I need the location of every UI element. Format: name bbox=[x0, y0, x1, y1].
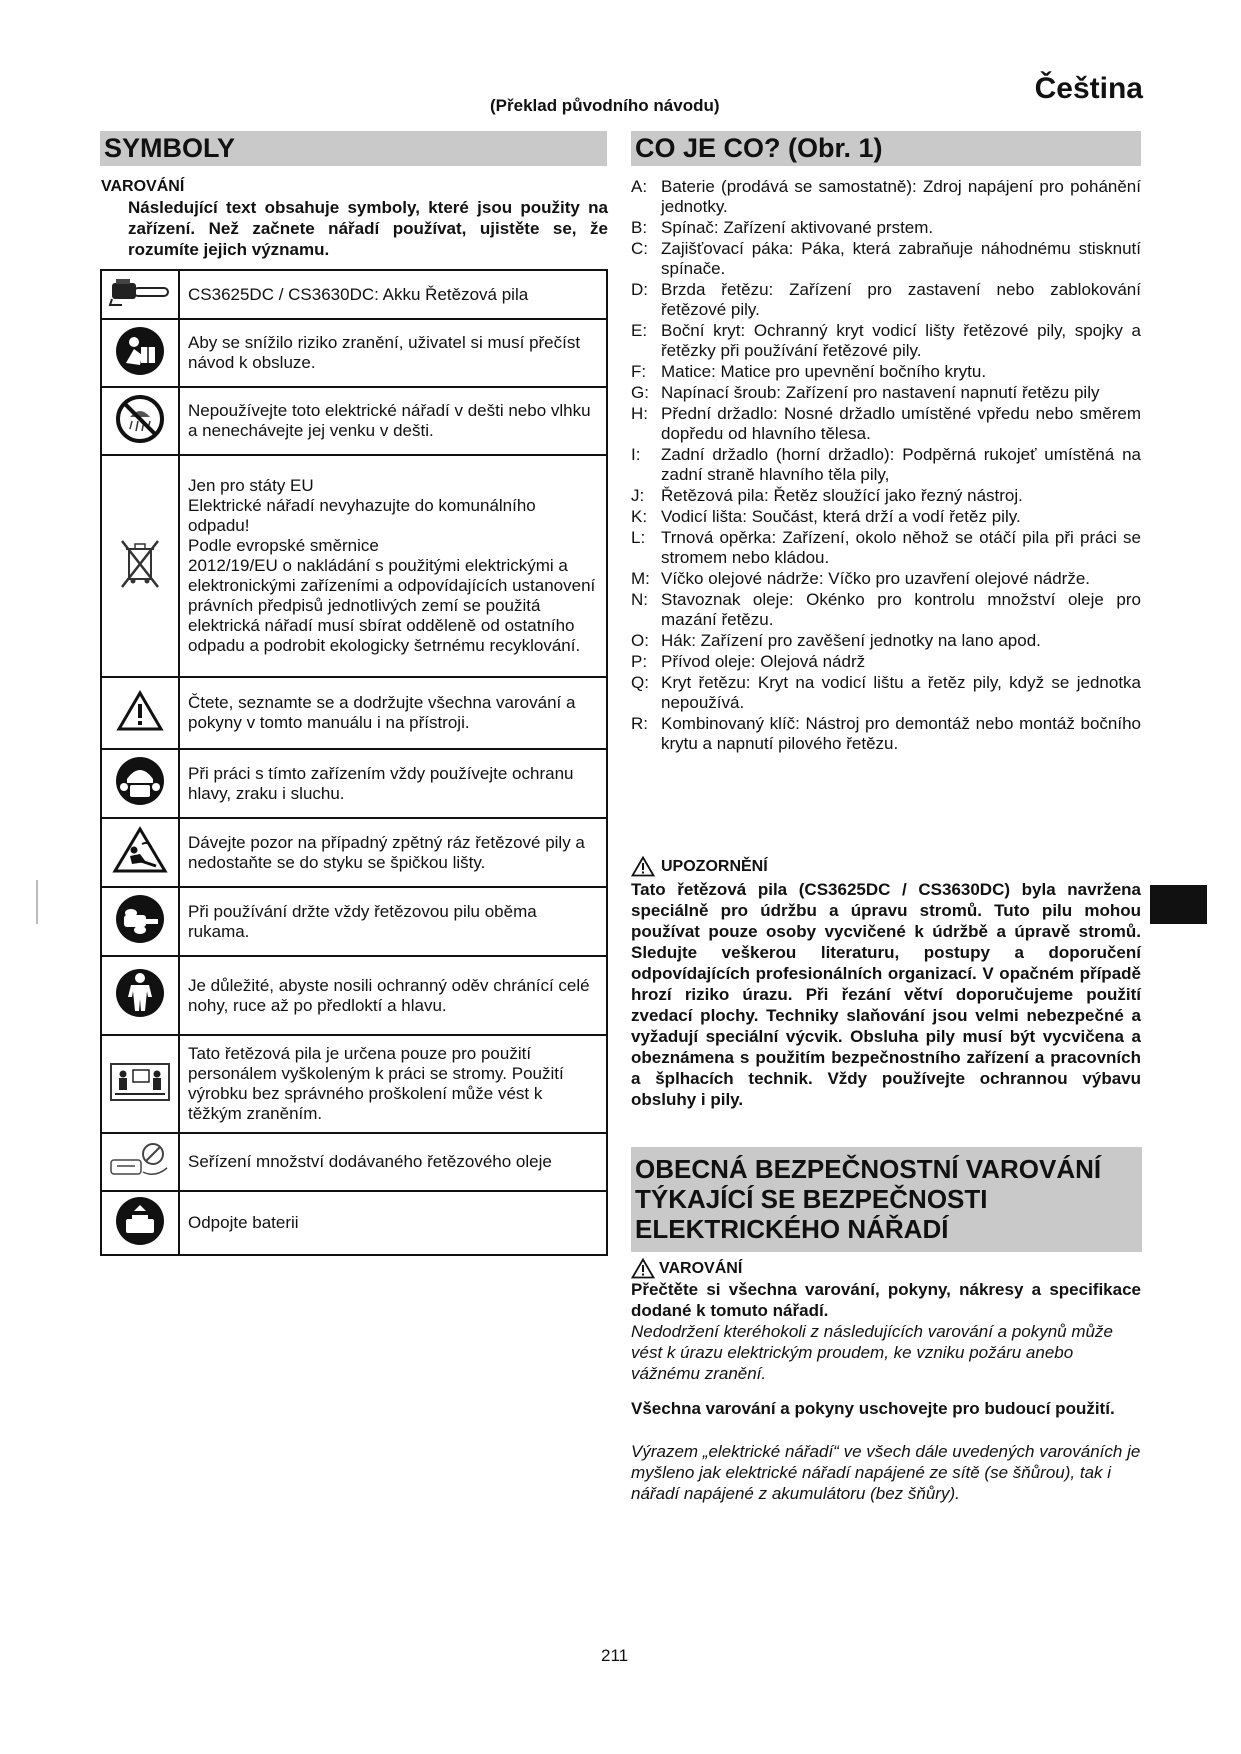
list-item bbox=[631, 218, 1141, 238]
symbol-text: Tato řetězová pila je určena pouze pro použití personálem vyškoleným k práci se stromy. Použití výrobku bez správného proškolení může vést k těžkým zraněním. bbox=[179, 1035, 607, 1133]
list-item bbox=[631, 239, 1141, 279]
list-item bbox=[631, 528, 1141, 568]
list-item bbox=[631, 445, 1141, 485]
item-text: Zadní držadlo (horní držadlo): Podpěrná rukojeť umístěná na zadní straně hlavního těla pily, bbox=[661, 445, 1141, 484]
symbol-text: CS3625DC / CS3630DC: Akku Řetězová pila bbox=[179, 270, 607, 319]
general-warning-title: VAROVÁNÍ bbox=[659, 1260, 743, 1277]
item-text: Trnová opěrka: Zařízení, okolo něhož se otáčí pila při práci se stromem nebo kládou. bbox=[661, 528, 1141, 567]
symbol-row bbox=[101, 1035, 607, 1133]
weee-bin-icon bbox=[101, 455, 179, 677]
list-item bbox=[631, 280, 1141, 320]
warning-title: VAROVÁNÍ bbox=[101, 178, 185, 195]
symbol-text: Jen pro státy EU Elektrické nářadí nevyhazujte do komunálního odpadu! Podle evropské směrnice 2012/19/EU o nakládání s použitými elektrickými a elektronickými zařízeními a odpovídajících ustanovení právních předpisů jednotlivých zemí se použitá elektrická nářadí musí sbírat odděleně od ostatního odpadu a podrobit ekologicky šetrnému recyklování. bbox=[179, 455, 607, 677]
margin-mark bbox=[36, 880, 38, 924]
item-key: H: bbox=[631, 404, 648, 423]
list-item bbox=[631, 507, 1141, 527]
remove-battery-icon bbox=[101, 1191, 179, 1255]
general-italic-2: Výrazem „elektrické nářadí“ ve všech dále uvedených varováních je myšleno jak elektrické nářadí napájené ze sítě (se šňůrou), tak i nářadí napájené z akumulátoru (bez šňůry). bbox=[631, 1442, 1141, 1503]
list-item bbox=[631, 631, 1141, 651]
item-text: Víčko olejové nádrže: Víčko pro uzavření olejové nádrže. bbox=[661, 569, 1091, 588]
item-text: Řetězová pila: Řetěz sloužící jako řezný nástroj. bbox=[661, 486, 1023, 505]
symbol-text: Při práci s tímto zařízením vždy používejte ochranu hlavy, zraku i sluchu. bbox=[179, 749, 607, 818]
item-key: D: bbox=[631, 280, 648, 299]
trained-personnel-icon bbox=[101, 1035, 179, 1133]
symbol-text: Dávejte pozor na případný zpětný ráz řetězové pily a nedostaňte se do styku se špičkou lišty. bbox=[179, 818, 607, 887]
symbol-row bbox=[101, 387, 607, 455]
item-text: Brzda řetězu: Zařízení pro zastavení nebo zablokování řetězové pily. bbox=[661, 280, 1141, 319]
warning-triangle-icon bbox=[631, 856, 655, 877]
chainsaw-icon bbox=[101, 270, 179, 319]
item-key: B: bbox=[631, 218, 648, 237]
symbols-table bbox=[100, 269, 608, 1256]
symbols-heading: SYMBOLY bbox=[100, 131, 607, 166]
list-item bbox=[631, 714, 1141, 754]
kickback-warning-icon bbox=[101, 818, 179, 887]
list-item bbox=[631, 590, 1141, 630]
symbol-row bbox=[101, 270, 607, 319]
general-bold-2: Všechna varování a pokyny uschovejte pro budoucí použití. bbox=[631, 1399, 1115, 1418]
symbol-text: Čtete, seznamte se a dodržujte všechna varování a pokyny v tomto manuálu i na přístroji. bbox=[179, 677, 607, 749]
section-thumb-tab bbox=[1150, 885, 1207, 924]
parts-heading: CO JE CO? (Obr. 1) bbox=[631, 131, 1141, 166]
item-key: P: bbox=[631, 652, 648, 671]
head-protection-icon bbox=[101, 749, 179, 818]
item-text: Baterie (prodává se samostatně): Zdroj napájení pro pohánění jednotky. bbox=[661, 177, 1141, 216]
item-key: K: bbox=[631, 507, 648, 526]
oil-adjust-icon bbox=[101, 1133, 179, 1191]
item-text: Spínač: Zařízení aktivované prstem. bbox=[661, 218, 934, 237]
warning-triangle-icon bbox=[101, 677, 179, 749]
item-key: E: bbox=[631, 321, 648, 340]
symbol-row bbox=[101, 319, 607, 387]
item-text: Hák: Zařízení pro zavěšení jednotky na lano apod. bbox=[661, 631, 1041, 650]
symbol-text: Aby se snížilo riziko zranění, uživatel si musí přečíst návod k obsluze. bbox=[179, 319, 607, 387]
symbol-text: Seřízení množství dodávaného řetězového oleje bbox=[179, 1133, 607, 1191]
general-safety-heading: OBECNÁ BEZPEČNOSTNÍ VAROVÁNÍ TÝKAJÍCÍ SE BEZPEČNOSTI ELEKTRICKÉHO NÁŘADÍ bbox=[631, 1147, 1142, 1252]
item-key: J: bbox=[631, 486, 645, 505]
item-text: Přívod oleje: Olejová nádrž bbox=[661, 652, 866, 671]
symbol-text: Nepoužívejte toto elektrické nářadí v dešti nebo vlhku a nenechávejte jej venku v dešti. bbox=[179, 387, 607, 455]
item-text: Vodicí lišta: Součást, která drží a vodí řetěz pily. bbox=[661, 507, 1021, 526]
list-item bbox=[631, 404, 1141, 444]
item-key: M: bbox=[631, 569, 650, 588]
two-hands-icon bbox=[101, 887, 179, 956]
symbol-row bbox=[101, 455, 607, 677]
item-text: Boční kryt: Ochranný kryt vodicí lišty řetězové pily, spojky a řetězky při používání řetězové pily. bbox=[661, 321, 1141, 360]
item-text: Kryt řetězu: Kryt na vodicí lištu a řetěz pily, když se jednotka nepoužívá. bbox=[661, 673, 1141, 712]
item-key: C: bbox=[631, 239, 648, 258]
document-subtitle: (Překlad původního návodu) bbox=[490, 96, 720, 115]
list-item bbox=[631, 652, 1141, 672]
symbol-text: Při používání držte vždy řetězovou pilu oběma rukama. bbox=[179, 887, 607, 956]
symbol-row bbox=[101, 1191, 607, 1255]
list-item bbox=[631, 383, 1141, 403]
parts-list bbox=[631, 177, 1141, 755]
protective-clothing-icon bbox=[101, 956, 179, 1035]
symbol-row bbox=[101, 887, 607, 956]
item-text: Zajišťovací páka: Páka, která zabraňuje náhodnému stisknutí spínače. bbox=[661, 239, 1141, 278]
general-italic-1: Nedodržení kteréhokoli z následujících varování a pokynů může vést k úrazu elektrickým proudem, ke vzniku požáru anebo vážnému zranění. bbox=[631, 1322, 1113, 1383]
list-item bbox=[631, 569, 1141, 589]
list-item bbox=[631, 486, 1141, 506]
list-item bbox=[631, 362, 1141, 382]
symbol-text: Je důležité, abyste nosili ochranný oděv chránící celé nohy, ruce až po předloktí a hlavu. bbox=[179, 956, 607, 1035]
read-manual-icon bbox=[101, 319, 179, 387]
caution-box bbox=[631, 856, 1141, 1110]
item-key: R: bbox=[631, 714, 648, 733]
item-text: Napínací šroub: Zařízení pro nastavení napnutí řetězu pily bbox=[661, 383, 1100, 402]
list-item bbox=[631, 321, 1141, 361]
warning-triangle-icon bbox=[631, 1258, 655, 1279]
list-item bbox=[631, 673, 1141, 713]
item-key: I: bbox=[631, 445, 641, 464]
general-safety-section bbox=[631, 1258, 1141, 1518]
item-text: Matice: Matice pro upevnění bočního krytu. bbox=[661, 362, 987, 381]
item-key: Q: bbox=[631, 673, 649, 692]
item-key: N: bbox=[631, 590, 648, 609]
item-key: L: bbox=[631, 528, 646, 547]
list-item bbox=[631, 177, 1141, 217]
item-key: O: bbox=[631, 631, 649, 650]
symbol-row bbox=[101, 677, 607, 749]
symbol-row bbox=[101, 956, 607, 1035]
language-label: Čeština bbox=[1034, 72, 1143, 105]
caution-title: UPOZORNĚNÍ bbox=[661, 857, 768, 875]
item-text: Kombinovaný klíč: Nástroj pro demontáž nebo montáž bočního krytu a napnutí pilového řetězu. bbox=[661, 714, 1141, 753]
item-text: Přední držadlo: Nosné držadlo umístěné vpředu nebo směrem dopředu od hlavního tělesa. bbox=[661, 404, 1141, 443]
no-rain-icon bbox=[101, 387, 179, 455]
warning-text: Následující text obsahuje symboly, které jsou použity na zařízení. Než začnete nářadí používat, ujistěte se, že rozumíte jejich významu. bbox=[128, 198, 608, 259]
symbol-text: Odpojte baterii bbox=[179, 1191, 607, 1255]
general-bold-1: Přečtěte si všechna varování, pokyny, nákresy a specifikace dodané k tomuto nářadí. bbox=[631, 1280, 1141, 1320]
item-key: A: bbox=[631, 177, 648, 196]
caution-text: Tato řetězová pila (CS3625DC / CS3630DC) byla navržena speciálně pro údržbu a úpravu stromů. Tuto pilu mohou používat pouze osoby vycvičené k údržbě a úpravě stromů. Sledujte veškerou literaturu, postupy a doporučení odpovídajících profesionálních organizací. V opačném případě hrozí riziko úrazu. Při řezání větví doporučujeme použití zvedací plochy. Techniky slaňování jsou velmi nebezpečné a vyžadují speciální výcvik. Obsluha pily musí být vycvičena a obeznámena s použitím bezpečnostního zařízení a pracovních a šplhacích technik. Vždy používejte ochrannou výbavu obsluhy i pily. bbox=[631, 880, 1141, 1109]
symbol-row bbox=[101, 749, 607, 818]
item-key: G: bbox=[631, 383, 649, 402]
page-number: 211 bbox=[601, 1646, 629, 1665]
item-key: F: bbox=[631, 362, 647, 381]
symbol-row bbox=[101, 818, 607, 887]
item-text: Stavoznak oleje: Okénko pro kontrolu množství oleje pro mazání řetězu. bbox=[661, 590, 1141, 629]
symbol-row bbox=[101, 1133, 607, 1191]
